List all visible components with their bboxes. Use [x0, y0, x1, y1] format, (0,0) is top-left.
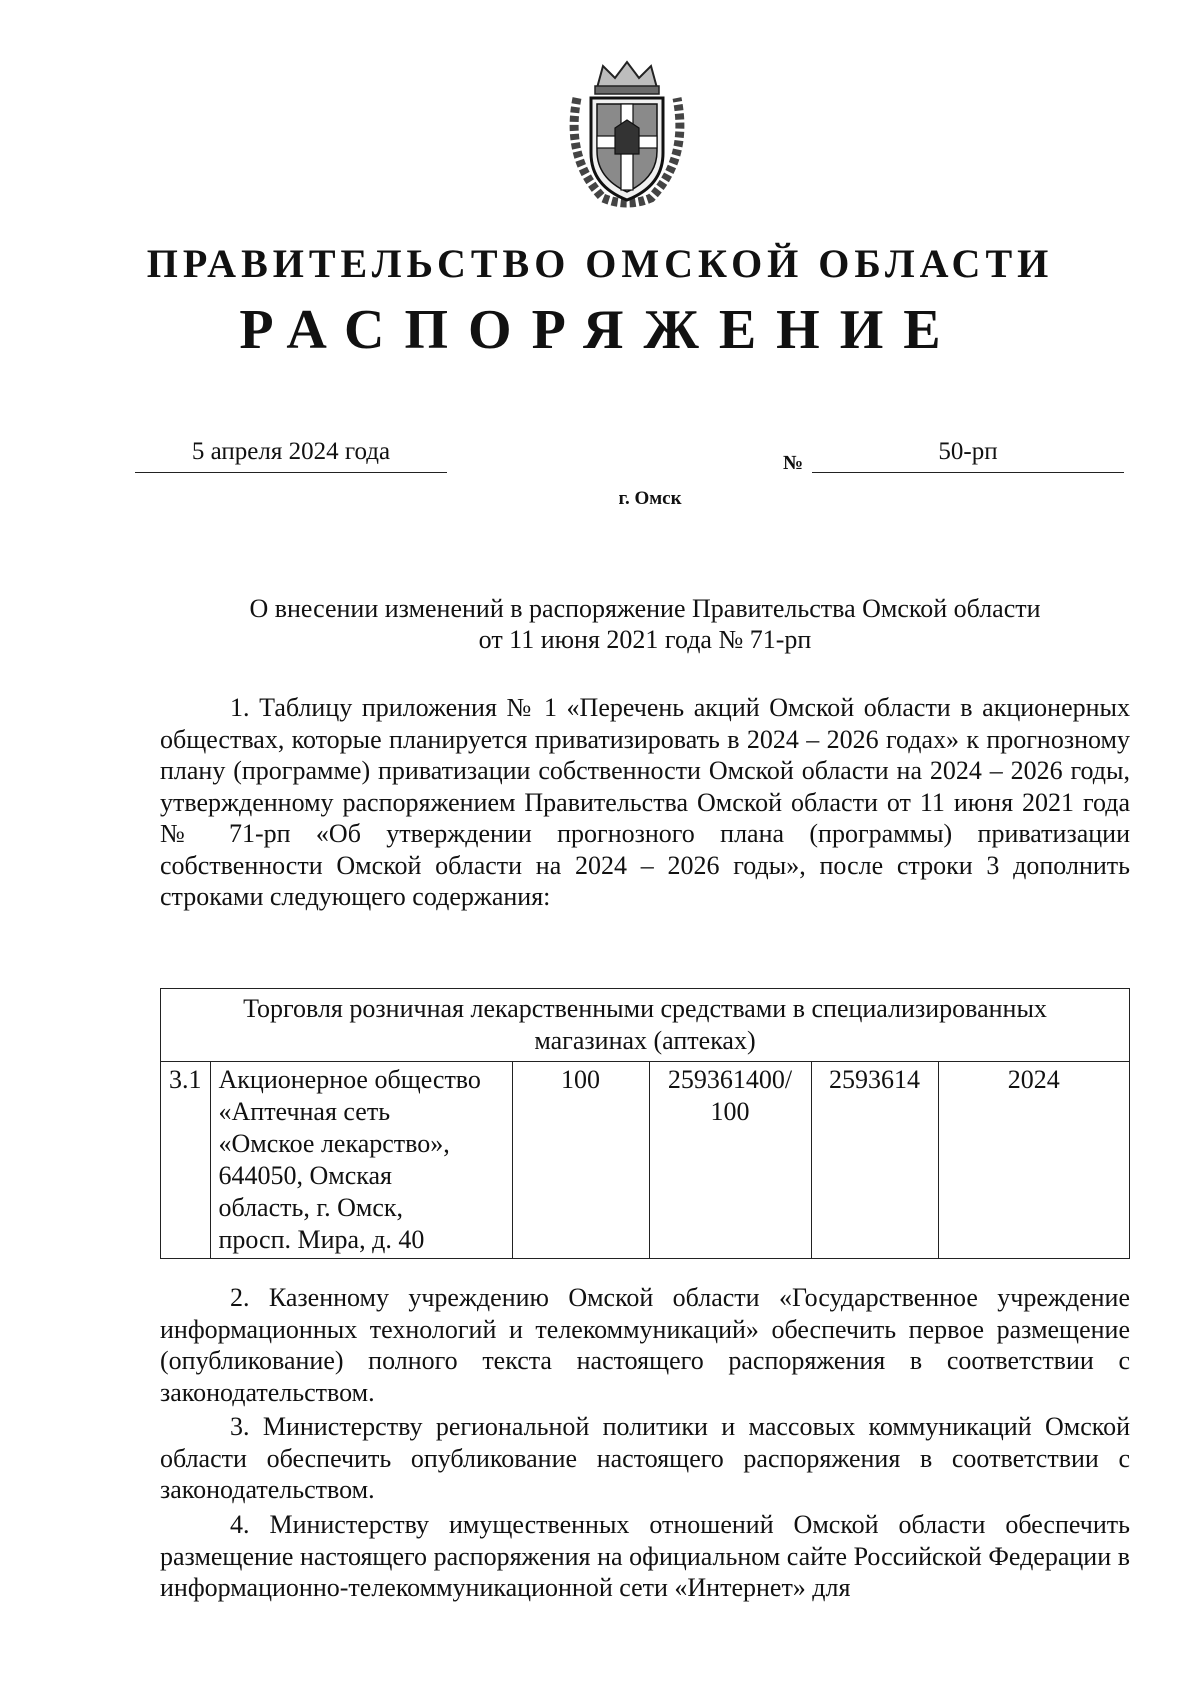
paragraph-2: 2. Казенному учреждению Омской области «Государственное учреждение информационных технологий и телекоммуникаций» обеспечить первое размещение (опубликование) полного текста настоящего распоряжения в соответствии с законодательством. — [160, 1283, 1130, 1407]
paragraph-1: 1. Таблицу приложения № 1 «Перечень акций Омской области в акционерных обществах, которые планируется приватизировать в 2024 – 2026 годах» к прогнозному плану (программе) приватизации собственности Омской области на 2024 – 2026 годы, утвержденному распоряжением Правительства Омской области от 11 июня 2021 года № 71-рп «Об утверждении прогнозного плана (программы) приватизации собственности Омской области на 2024 – 2026 годы», после строки 3 дополнить строками следующего содержания: — [160, 693, 1130, 911]
company-name-line: «Аптечная сеть — [218, 1097, 391, 1126]
document-place: г. Омск — [618, 488, 682, 509]
coat-of-arms-icon — [563, 58, 691, 208]
document-type: РАСПОРЯЖЕНИЕ — [239, 299, 961, 361]
document-number: 50-рп — [812, 438, 1124, 473]
company-name — [210, 1062, 512, 1259]
document-date: 5 апреля 2024 года — [135, 438, 447, 473]
company-name-line: «Омское лекарство», — [218, 1129, 450, 1158]
shares-total-line: 259361400/ — [667, 1065, 793, 1094]
company-name-line: просп. Мира, д. 40 — [218, 1225, 425, 1254]
company-name-line: Акционерное общество — [218, 1065, 481, 1094]
shares-count: 2593614 — [811, 1062, 938, 1259]
table-row — [161, 1062, 1130, 1259]
share-percent: 100 — [512, 1062, 649, 1259]
paragraph-4: 4. Министерству имущественных отношений Омской области обеспечить размещение настоящего распоряжения на официальном сайте Российской Федерации в информационно-телекоммуникационной сети «Интернет» для — [160, 1510, 1130, 1602]
inserted-table — [160, 988, 1130, 1259]
government-title: ПРАВИТЕЛЬСТВО ОМСКОЙ ОБЛАСТИ — [146, 241, 1054, 286]
shares-total — [649, 1062, 811, 1259]
number-sign: № — [783, 452, 804, 474]
subject-line: от 11 июня 2021 года № 71-рп — [478, 625, 812, 654]
table-section-row — [161, 989, 1130, 1062]
paragraph-3: 3. Министерству региональной политики и массовых коммуникаций Омской области обеспечить опубликование настоящего распоряжения в соответствии с законодательством. — [160, 1412, 1130, 1504]
company-name-line: область, г. Омск, — [218, 1193, 403, 1222]
privatization-year: 2024 — [938, 1062, 1130, 1259]
subject-line: О внесении изменений в распоряжение Правительства Омской области — [249, 594, 1041, 623]
company-name-line: 644050, Омская — [218, 1161, 393, 1190]
table-section-title: Торговля розничная лекарственными средствами в специализированных магазинах (аптеках) — [161, 989, 1130, 1062]
row-number: 3.1 — [161, 1062, 211, 1259]
document-subject — [160, 593, 1130, 655]
shares-total-line: 100 — [710, 1097, 750, 1126]
